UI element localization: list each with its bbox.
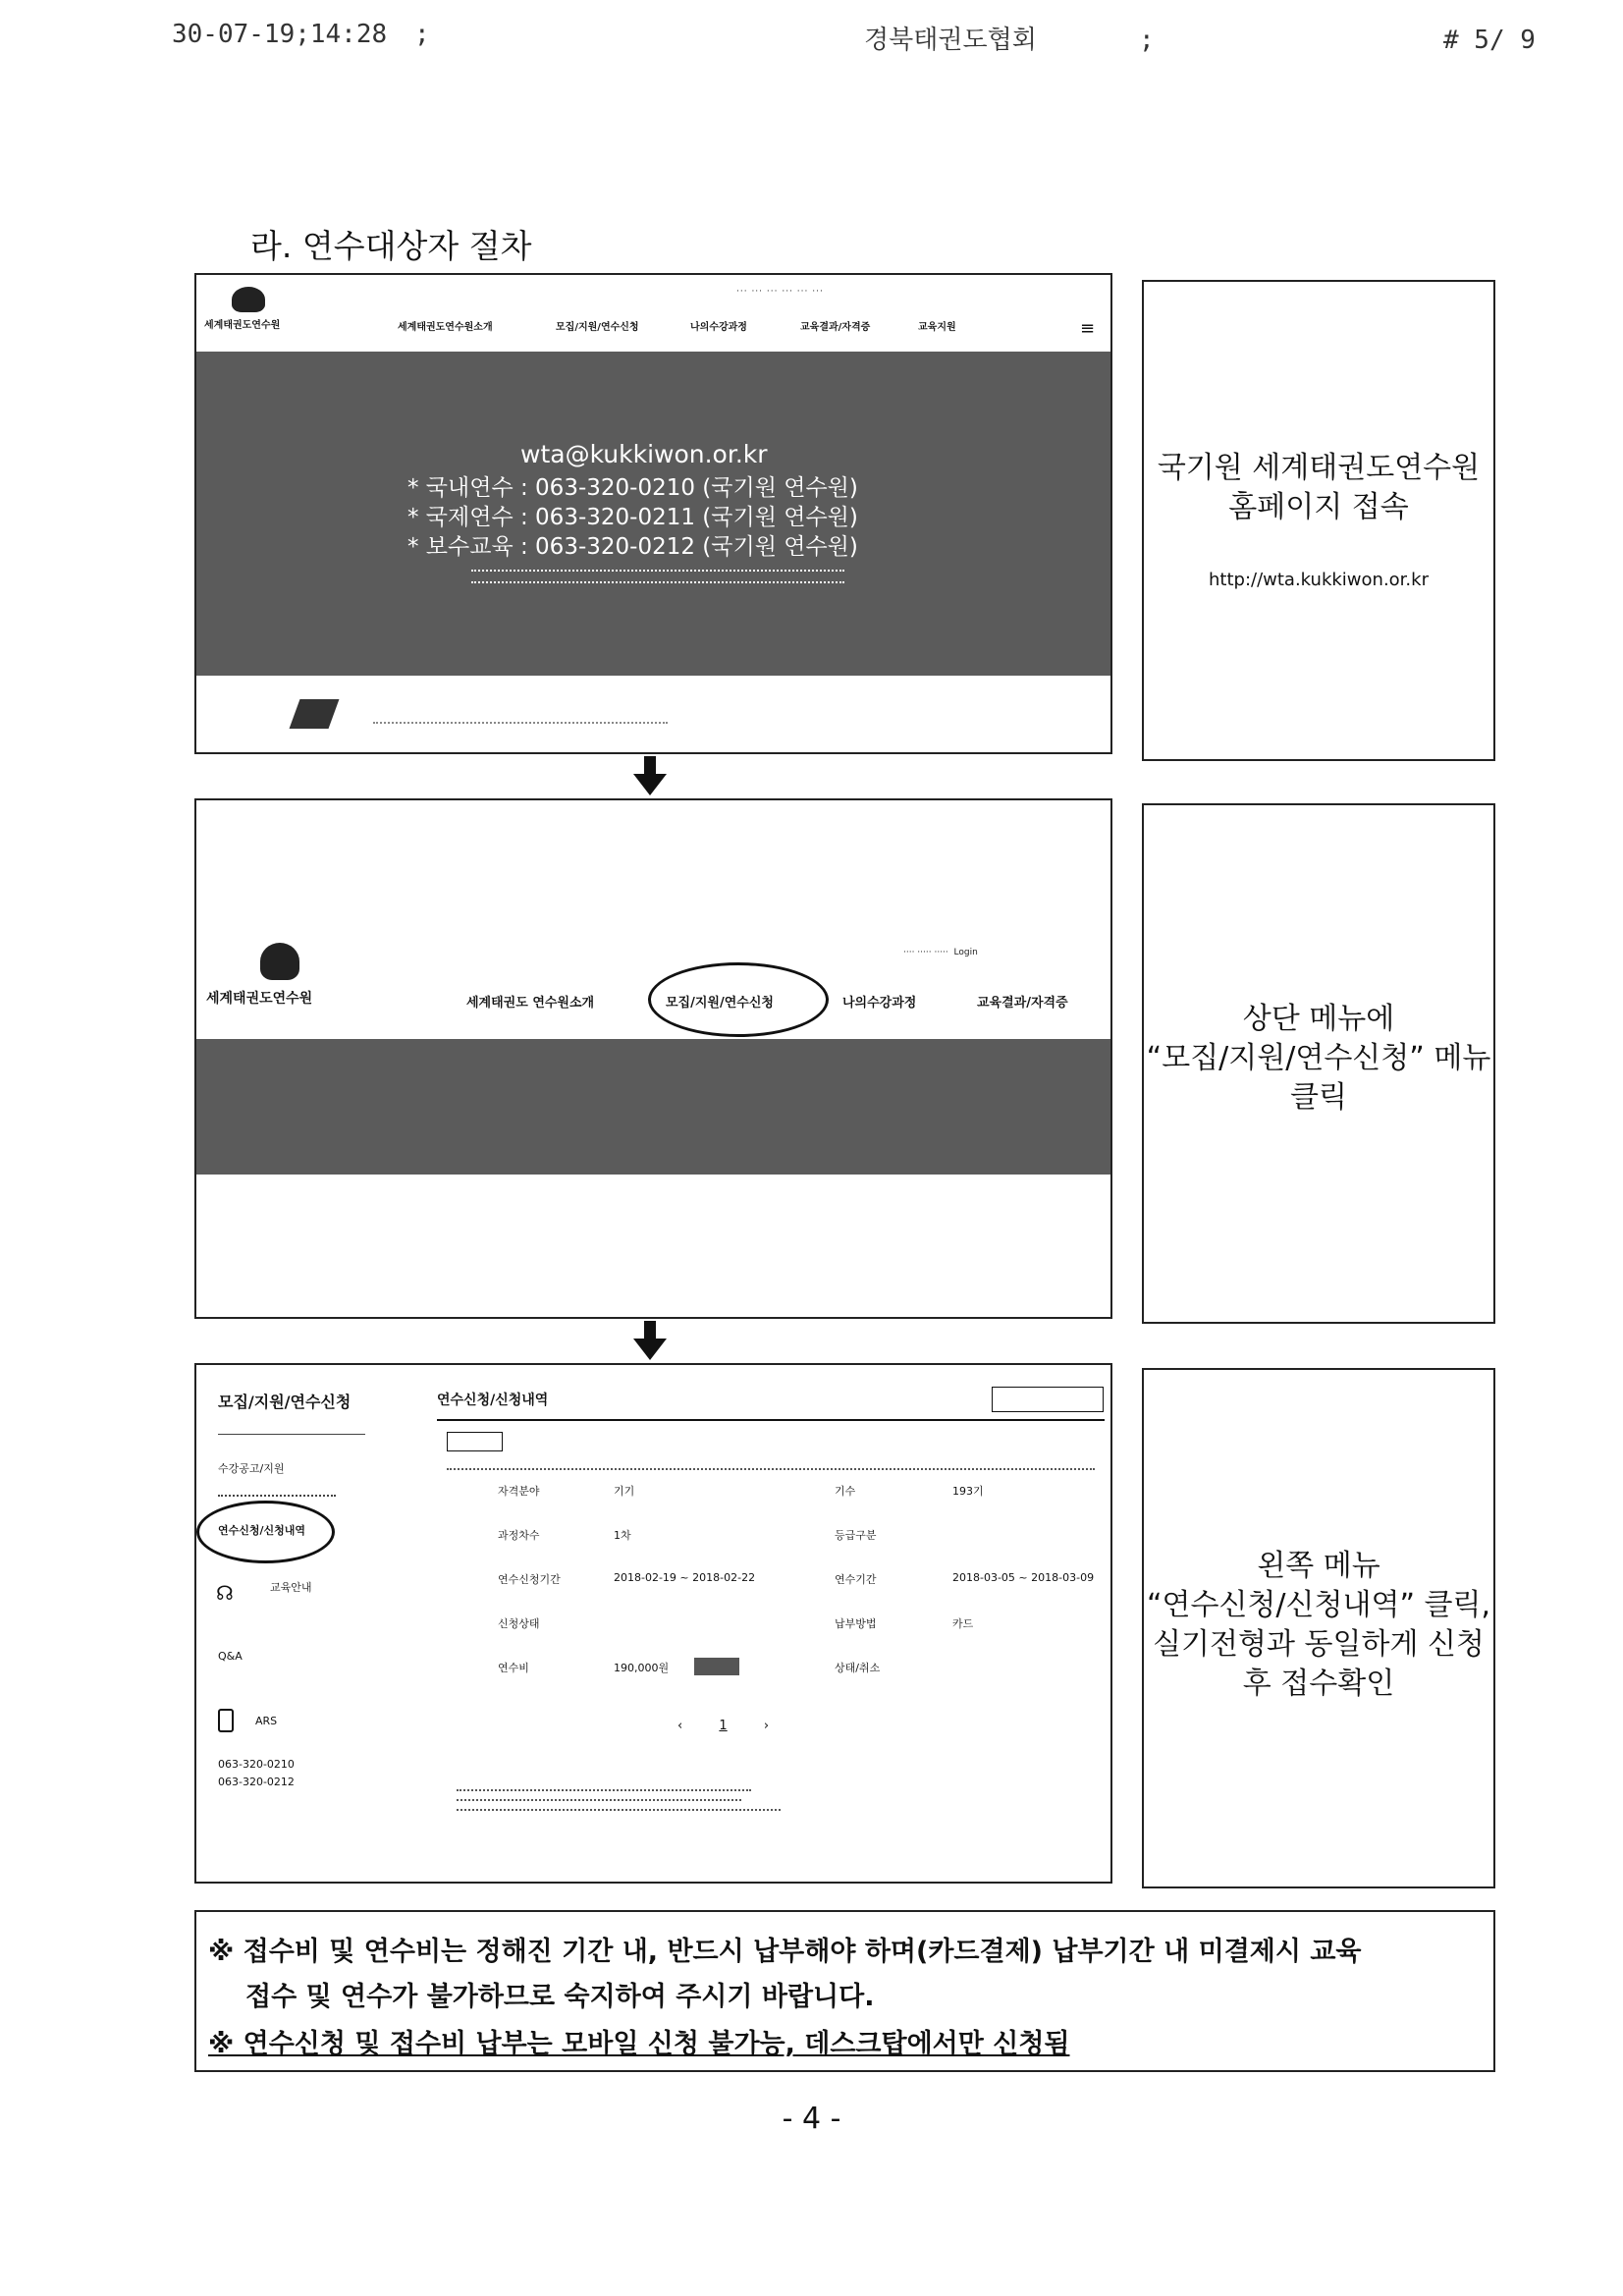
notes-text <box>457 1799 741 1801</box>
nav-item-result[interactable]: 교육결과/자격증 <box>977 996 1068 1011</box>
course-badge <box>447 1432 503 1451</box>
caption-line: 후 접수확인 <box>1242 1667 1395 1701</box>
logo-text: 세계태권도연수원 <box>204 320 281 331</box>
fax-datetime: 30-07-19;14:28 <box>172 20 388 49</box>
action-button[interactable] <box>992 1387 1104 1412</box>
nav-item-intro[interactable]: 세계태권도연수원소개 <box>398 322 493 333</box>
caption-line: 왼쪽 메뉴 <box>1257 1549 1380 1583</box>
step1-caption <box>1144 449 1493 527</box>
table-top-rule <box>437 1419 1105 1421</box>
step1-screenshot <box>194 273 1112 754</box>
sidebar-item-application[interactable]: 연수신청/신청내역 <box>218 1524 306 1537</box>
table-cell: 2018-03-05 ~ 2018-03-09 <box>952 1571 1095 1584</box>
page-number: - 4 - <box>782 2102 841 2136</box>
table-row <box>437 1660 1105 1679</box>
prev-page-icon[interactable]: ‹ <box>677 1719 683 1733</box>
table-cell: 연수비 <box>498 1662 529 1674</box>
down-arrow-icon <box>633 756 667 795</box>
sidebar-item-recruit[interactable]: 수강공고/지원 <box>218 1462 285 1475</box>
hero-banner <box>196 1039 1110 1175</box>
pay-button[interactable] <box>694 1658 739 1675</box>
table-cell: 기기 <box>614 1485 635 1498</box>
table-cell: 연수신청기간 <box>498 1573 561 1586</box>
fax-separator: ; <box>1139 26 1155 55</box>
next-page-icon[interactable]: › <box>763 1719 770 1733</box>
contact-international: * 국제연수 : 063-320-0211 (국기원 연수원) <box>407 505 858 530</box>
table-cell: 카드 <box>952 1617 974 1630</box>
nav-item-mycourse[interactable]: 나의수강과정 <box>690 322 747 333</box>
notice-line: 접수 및 연수가 불가하므로 숙지하여 주시기 바랍니다. <box>245 1982 875 2012</box>
hero-banner <box>196 352 1110 676</box>
step2-caption <box>1144 1000 1493 1118</box>
logo-mask-icon <box>232 287 265 312</box>
section-title: 라. 연수대상자 절차 <box>250 227 532 265</box>
step3-caption <box>1144 1547 1493 1704</box>
nav-item-recruit[interactable]: 모집/지원/연수신청 <box>556 322 639 333</box>
table-row <box>437 1483 1105 1503</box>
table-row <box>437 1527 1105 1547</box>
sidebar-ars: ARS <box>255 1715 278 1727</box>
notice-line: ※ 연수신청 및 접수비 납부는 모바일 신청 불가능, 데스크탑에서만 신청됨 <box>208 2029 1070 2059</box>
sidebar-divider <box>218 1434 365 1435</box>
homepage-url: http://wta.kukkiwon.or.kr <box>1209 570 1429 590</box>
table-cell: 2018-02-19 ~ 2018-02-22 <box>614 1571 756 1584</box>
notes-text <box>457 1809 781 1811</box>
hamburger-icon[interactable]: ≡ <box>1080 318 1096 339</box>
table-cell: 1차 <box>614 1529 631 1542</box>
caption-line: 홈페이지 접속 <box>1228 490 1409 524</box>
pager <box>677 1719 769 1733</box>
sidebar-phone: 063-320-0210 <box>218 1758 295 1771</box>
caption-line: 클릭 <box>1290 1080 1347 1115</box>
sidebar-counsel: 교육안내 <box>270 1581 312 1594</box>
table-cell: 연수기간 <box>835 1573 877 1586</box>
contact-email: wta@kukkiwon.or.kr <box>520 440 768 468</box>
table-cell: 193기 <box>952 1485 984 1498</box>
nav-item-intro[interactable]: 세계태권도 연수원소개 <box>466 996 595 1011</box>
fax-sender: 경북태권도협회 <box>864 26 1037 55</box>
caption-line: 국기원 세계태권도연수원 <box>1157 451 1481 485</box>
footer-text <box>373 722 668 724</box>
contact-list <box>407 473 858 562</box>
highlight-circle <box>648 962 829 1037</box>
table-cell: 기수 <box>835 1485 856 1498</box>
nav-item-recruit[interactable]: 모집/지원/연수신청 <box>666 996 774 1011</box>
highlight-circle <box>196 1501 335 1563</box>
sidebar-title: 모집/지원/연수신청 <box>218 1393 352 1411</box>
sidebar-item[interactable] <box>218 1495 336 1497</box>
footer-logo-icon <box>290 699 340 729</box>
nav-item-support[interactable]: 교육지원 <box>918 322 956 333</box>
fax-separator: ; <box>414 20 430 49</box>
sidebar-phone: 063-320-0212 <box>218 1776 295 1788</box>
table-divider <box>447 1468 1095 1470</box>
caption-line: 실기전형과 동일하게 신청 <box>1153 1627 1485 1662</box>
table-row <box>437 1615 1105 1635</box>
top-links: ··· ··· ··· ··· ··· ··· <box>736 287 824 297</box>
step2-screenshot <box>194 798 1112 1319</box>
logo <box>206 943 344 1011</box>
contact-domestic: * 국내연수 : 063-320-0210 (국기원 연수원) <box>407 475 858 501</box>
caption-line: “모집/지원/연수신청” 메뉴 <box>1146 1041 1491 1075</box>
down-arrow-icon <box>633 1321 667 1360</box>
table-cell: 신청상태 <box>498 1617 540 1630</box>
fax-page-count: # 5/ 9 <box>1443 26 1536 55</box>
table-row <box>437 1571 1105 1591</box>
login-link[interactable]: Login <box>953 948 978 957</box>
nav-item-mycourse[interactable]: 나의수강과정 <box>842 996 917 1011</box>
nav-item-result[interactable]: 교육결과/자격증 <box>800 322 871 333</box>
table-cell: 자격분야 <box>498 1485 540 1498</box>
table-cell: 190,000원 <box>614 1662 670 1674</box>
headset-icon: ☊ <box>216 1581 234 1605</box>
table-cell: 납부방법 <box>835 1617 877 1630</box>
phone-icon <box>218 1709 234 1732</box>
table-cell: 등급구분 <box>835 1529 877 1542</box>
logo-mask-icon <box>260 943 299 980</box>
page-number[interactable]: 1 <box>719 1719 728 1733</box>
top-links: ···· ····· ····· Login <box>903 948 978 957</box>
logo <box>204 287 298 336</box>
caption-line: “연수신청/신청내역” 클릭, <box>1146 1588 1491 1622</box>
contact-refresher: * 보수교육 : 063-320-0212 (국기원 연수원) <box>407 534 858 560</box>
table-cell: 과정차수 <box>498 1529 540 1542</box>
fine-print <box>471 570 844 577</box>
sidebar-qa[interactable]: Q&A <box>218 1650 243 1663</box>
fine-print <box>471 581 844 589</box>
logo-text: 세계태권도연수원 <box>206 991 313 1007</box>
step3-caption-box <box>1142 1368 1495 1888</box>
notice-line: ※ 접수비 및 연수비는 정해진 기간 내, 반드시 납부해야 하며(카드결제) 납부기간 내 미결제시 교육 <box>208 1937 1362 1967</box>
step1-caption-box <box>1142 280 1495 761</box>
main-title: 연수신청/신청내역 <box>437 1393 549 1408</box>
step2-caption-box <box>1142 803 1495 1324</box>
notice-box <box>194 1910 1495 2072</box>
step3-screenshot <box>194 1363 1112 1884</box>
table-cell: 상태/취소 <box>835 1662 881 1674</box>
caption-line: 상단 메뉴에 <box>1242 1002 1395 1036</box>
notes-text <box>457 1789 751 1791</box>
